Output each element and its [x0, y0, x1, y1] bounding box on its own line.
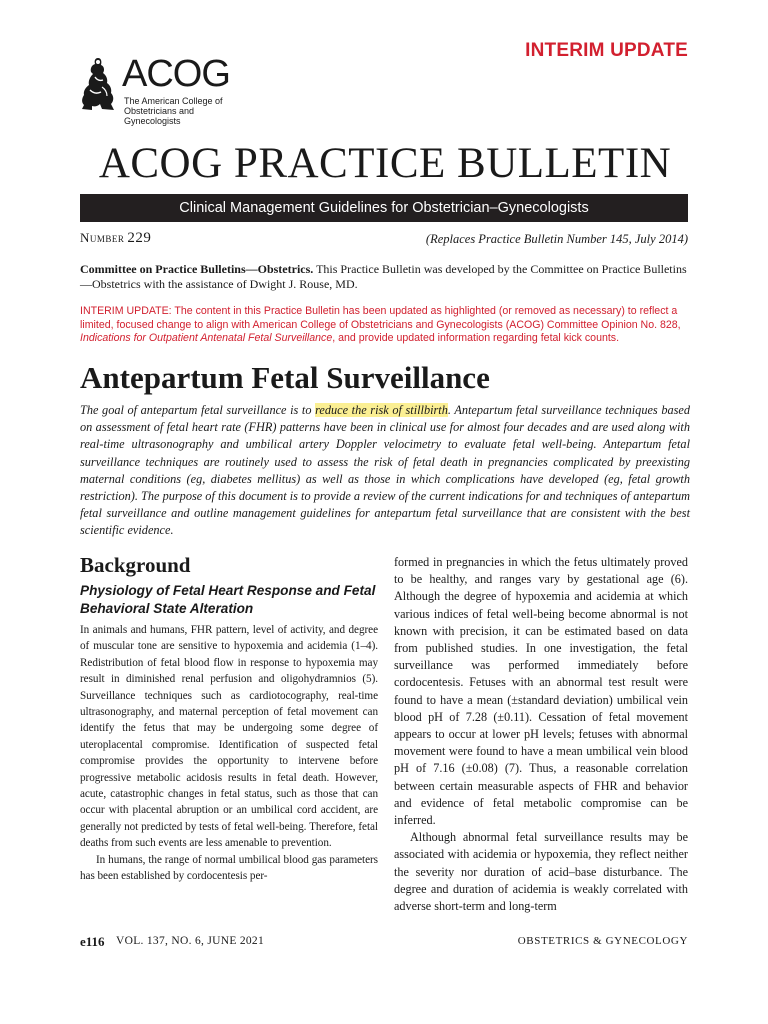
interim-note-citation: Indications for Outpatient Antenatal Fetal Surveillance [80, 332, 333, 344]
logo-line-2: Obstetricians and Gynecologists [124, 106, 195, 126]
interim-update-tag: INTERIM UPDATE [525, 40, 688, 61]
logo-line-1: The American College of [124, 96, 223, 106]
sub-heading: Physiology of Fetal Heart Response and Fetal Behavioral State Alteration [80, 583, 376, 616]
left-column [80, 552, 378, 885]
interim-update-note [80, 305, 692, 346]
paragraph: Although abnormal fetal surveillance results may be associated with acidemia or hypoxemia, they reflect neither the severity nor duration of acid–base disturbance. The degree and duration of acidemia is weakly correlated with adverse short-term and long-term [394, 830, 688, 914]
section-heading: Background [80, 553, 191, 577]
number-value: 229 [127, 230, 152, 246]
bulletin-title: ACOG PRACTICE BULLETIN [98, 140, 672, 187]
abstract-text-1: The goal of antepartum fetal surveillance is to [80, 403, 316, 417]
abstract-highlight: reduce the risk of stillbirth [315, 403, 448, 417]
bulletin-number [80, 230, 151, 247]
abstract [80, 402, 690, 540]
logo-subtitle [124, 96, 248, 126]
guideline-banner: Clinical Management Guidelines for Obstetrician–Gynecologists [80, 194, 688, 222]
journal-name: OBSTETRICS & GYNECOLOGY [517, 935, 688, 947]
interim-note-text-1: INTERIM UPDATE: The content in this Practice Bulletin has been updated as highlighted (or removed as necessary) to reflect a limited, focused change to align with American College of Obstetricians and Gynecologists (ACOG) Committee Opinion No. 828, [80, 305, 681, 331]
paragraph: formed in pregnancies in which the fetus ultimately proved to be healthy, and ranges vary by gestational age (6). Although the degree of hypoxemia and acidemia at which various indices of fetal well-being become abnormal is not known with precision, it can be estimated based on data from published studies. In one investigation, the fetal surveillance was performed immediately before cordocentesis. Fetuses with an abnormal test result were found to have a mean (±standard deviation) umbilical vein blood pH of 7.28 (±0.11). Cessation of fetal movement appears to occur at lower pH levels; fetuses with abnormal movement were found to have a mean umbilical vein blood pH of 7.16 (±0.08) (7). Thus, a reasonable correlation between certain measurable aspects of FHR and behavior and evidence of fetal metabolic compromise can be inferred. [394, 555, 688, 828]
number-line [80, 230, 688, 250]
paragraph: In animals and humans, FHR pattern, level of activity, and degree of muscular tone are sensitive to hypoxemia and acidemia (1–4). Redistribution of fetal blood flow in response to hypoxemia may result in diminished renal perfusion and oligohydramnios (5). Surveillance techniques such as cardiotocography, real-time ultrasonography, and maternal perception of fetal movement can identify the fetus that may be undergoing some degree of uteroplacental compromise. Identification of suspected fetal compromise provides the opportunity to intervene before progressive metabolic acidosis results in fetal death. However, acute, catastrophic changes in fetal status, such as those that can occur with placental abruption or an umbilical cord accident, are generally not predicted by tests of fetal well-being. Therefore, fetal deaths from such events are less amenable to prevention. [80, 624, 378, 850]
committee-statement [80, 262, 688, 291]
logo-acronym: ACOG [122, 53, 230, 95]
acog-logo [78, 52, 248, 126]
abstract-text-2: . Antepartum fetal surveillance techniques based on assessment of fetal heart rate (FHR) patterns have been in clinical use for almost four decades and are used along with real-time ultrasonography and umbilical artery Doppler velocimetry to evaluate fetal well-being. Antepartum fetal surveillance techniques are routinely used to assess the risk of fetal death in pregnancies complicated by preexisting maternal conditions (eg, diabetes mellitus) as well as those in which complications have developed (eg, fetal growth restriction). The purpose of this document is to provide a review of the current indications for and techniques of antepartum fetal surveillance and outline management guidelines for antepartum fetal surveillance that are consistent with the best scientific evidence. [80, 403, 691, 538]
article-title: Antepartum Fetal Surveillance [80, 360, 490, 395]
page-footer [80, 934, 688, 952]
committee-name: Committee on Practice Bulletins—Obstetrics. [80, 262, 314, 276]
right-column [394, 554, 688, 915]
paragraph: In humans, the range of normal umbilical blood gas parameters has been established by cordocentesis per- [80, 853, 378, 883]
acog-figure-icon [78, 54, 120, 114]
number-label: Number [80, 230, 125, 245]
replaces-note: (Replaces Practice Bulletin Number 145, July 2014) [425, 232, 688, 246]
interim-note-text-2: , and provide updated information regarding fetal kick counts. [332, 332, 620, 344]
page-number: e116 [80, 934, 105, 949]
issue-info: VOL. 137, NO. 6, JUNE 2021 [116, 935, 265, 947]
committee-text: This Practice Bulletin was developed by the Committee on Practice Bulletins—Obstetrics with the assistance of Dwight J. Rouse, MD. [80, 262, 687, 291]
